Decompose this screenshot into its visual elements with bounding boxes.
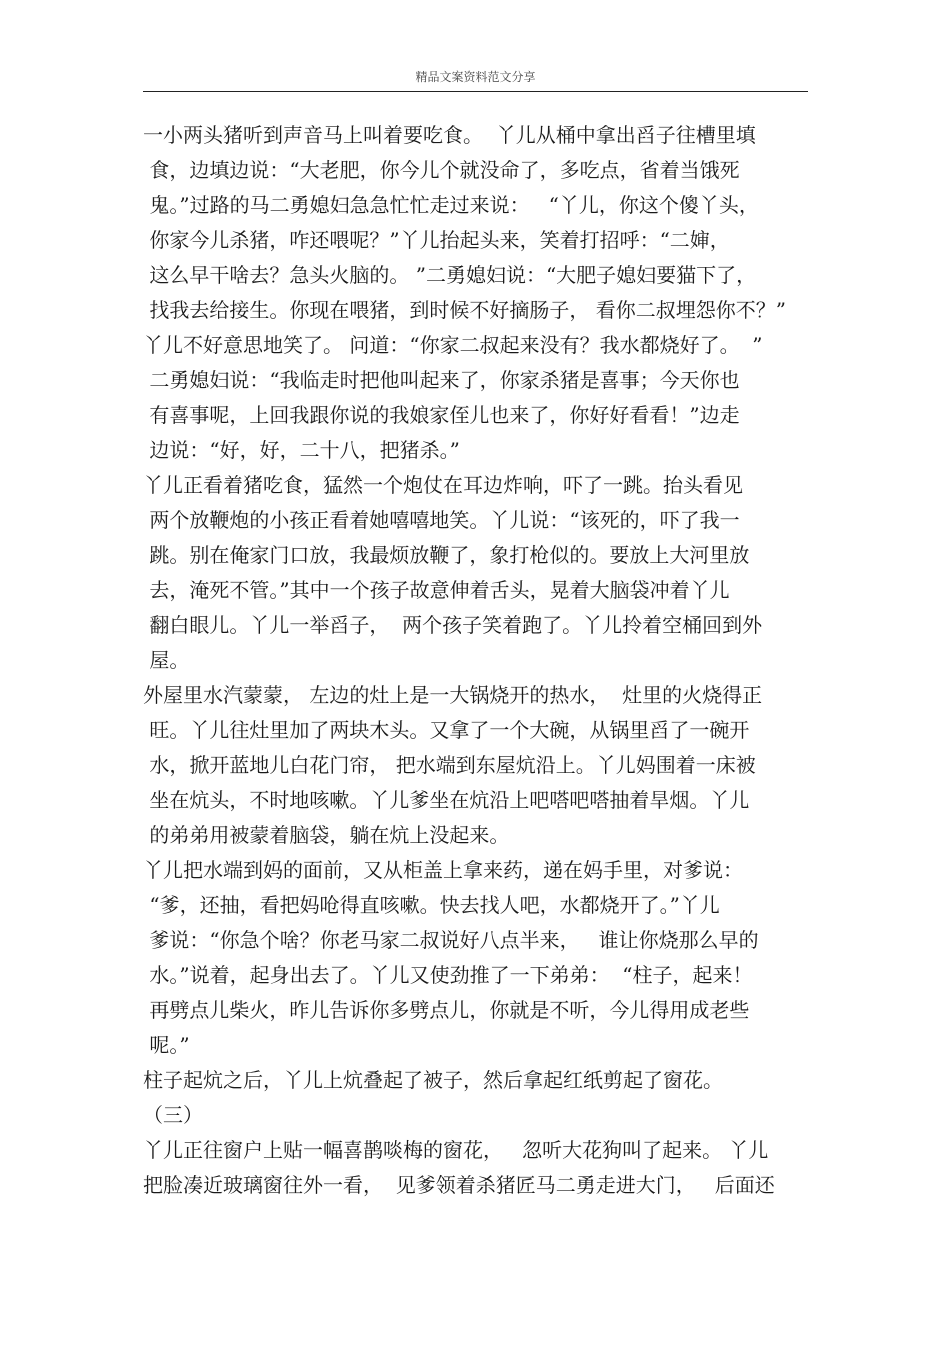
text-line: “爹，还抽，看把妈呛得直咳嗽。快去找人吧，水都烧开了。”丫儿 [143, 893, 720, 917]
section-heading: （三） [143, 1103, 203, 1127]
text-line: 一小两头猪听到声音马上叫着要吃食。 丫儿从桶中拿出舀子往槽里填 [143, 123, 756, 147]
header-divider [143, 91, 808, 92]
text-line: 两个放鞭炮的小孩正看着她嘻嘻地笑。丫儿说：“该死的，吓了我一 [143, 508, 740, 532]
text-line: 二勇媳妇说：“我临走时把他叫起来了，你家杀猪是喜事；今天你也 [143, 368, 740, 392]
text-line: 把脸凑近玻璃窗往外一看， 见爹领着杀猪匠马二勇走进大门， 后面还 [143, 1173, 775, 1197]
text-line: 鬼。”过路的马二勇媳妇急急忙忙走过来说： “丫儿，你这个傻丫头， [143, 193, 759, 217]
text-line: 你家今儿杀猪，咋还喂呢？”丫儿抬起头来，笑着打招呼：“二婶， [143, 228, 730, 252]
page-header: 精品文案资料范文分享 [415, 70, 536, 84]
text-line: 食，边填边说：“大老肥，你今儿个就没命了，多吃点，省着当饿死 [143, 158, 740, 182]
text-line: 边说：“好，好，二十八，把猪杀。” [143, 438, 460, 462]
text-line: 的弟弟用被蒙着脑袋，躺在炕上没起来。 [143, 823, 510, 847]
text-line: 丫儿正往窗户上贴一幅喜鹊啖梅的窗花， 忽听大花狗叫了起来。 丫儿 [143, 1138, 769, 1162]
text-line: 丫儿不好意思地笑了。 问道：“你家二叔起来没有？我水都烧好了。 ” [143, 333, 763, 357]
text-line: 再劈点儿柴火，昨儿告诉你多劈点儿，你就是不听，今儿得用成老些 [143, 998, 750, 1022]
text-line: 爹说：“你急个啥？你老马家二叔说好八点半来， 谁让你烧那么早的 [143, 928, 759, 952]
text-line: 旺。丫儿往灶里加了两块木头。又拿了一个大碗，从锅里舀了一碗开 [143, 718, 750, 742]
text-line: 去，淹死不管。”其中一个孩子故意伸着舌头，晃着大脑袋冲着丫儿 [143, 578, 730, 602]
text-line: 找我去给接生。你现在喂猪，到时候不好摘肠子， 看你二叔埋怨你不？” [143, 298, 786, 322]
text-line: 水，掀开蓝地儿白花门帘， 把水端到东屋炕沿上。丫儿妈围着一床被 [143, 753, 756, 777]
text-line: 坐在炕头，不时地咳嗽。丫儿爹坐在炕沿上吧嗒吧嗒抽着旱烟。丫儿 [143, 788, 750, 812]
text-line: 翻白眼儿。丫儿一举舀子， 两个孩子笑着跑了。丫儿拎着空桶回到外 [143, 613, 763, 637]
text-line: 跳。别在俺家门口放，我最烦放鞭了，象打枪似的。要放上大河里放 [143, 543, 750, 567]
text-line: 外屋里水汽蒙蒙， 左边的灶上是一大锅烧开的热水， 灶里的火烧得正 [143, 683, 763, 707]
text-line: 屋。 [143, 648, 190, 672]
text-line: 呢。” [143, 1033, 190, 1057]
text-line: 柱子起炕之后，丫儿上炕叠起了被子，然后拿起红纸剪起了窗花。 [143, 1068, 723, 1092]
text-line: 这么早干啥去？急头火脑的。 ”二勇媳妇说：“大肥子媳妇要猫下了， [143, 263, 757, 287]
text-line: 丫儿把水端到妈的面前，又从柜盖上拿来药，递在妈手里，对爹说： [143, 858, 743, 882]
text-line: 有喜事呢，上回我跟你说的我娘家侄儿也来了，你好好看看！”边走 [143, 403, 740, 427]
document-body [143, 118, 815, 1203]
text-line: 水。”说着，起身出去了。丫儿又使劲推了一下弟弟： “柱子，起来！ [143, 963, 753, 987]
text-line: 丫儿正看着猪吃食，猛然一个炮仗在耳边炸响，吓了一跳。抬头看见 [143, 473, 743, 497]
